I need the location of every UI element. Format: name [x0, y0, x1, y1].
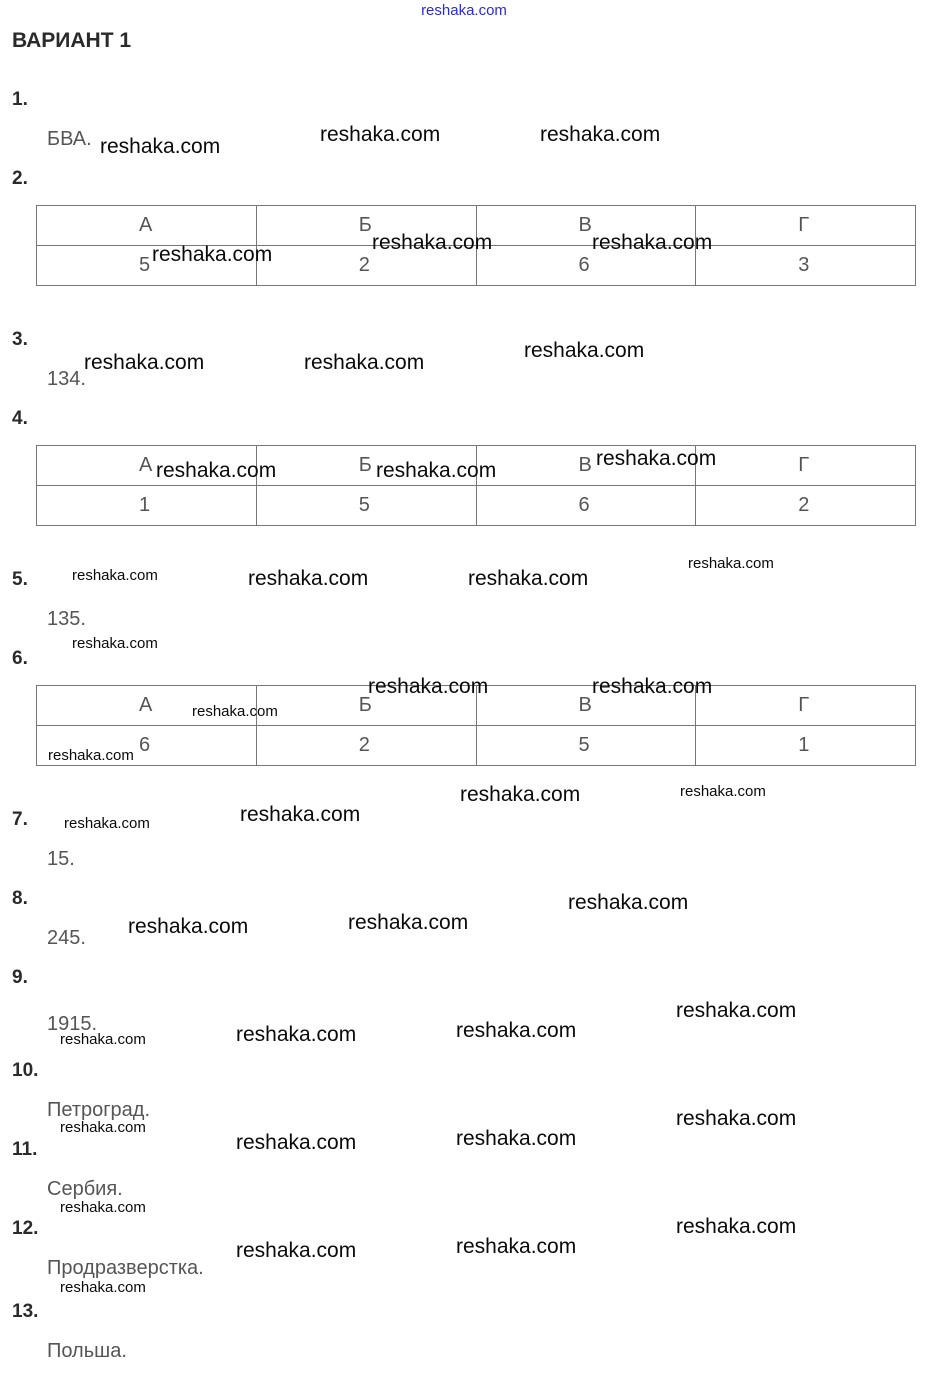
table-value-cell: 5 — [578, 734, 590, 756]
question-number: 7. — [12, 809, 28, 830]
watermark-text: reshaka.com — [592, 675, 713, 698]
table-header-cell: Б — [358, 694, 372, 716]
watermark-text: reshaka.com — [236, 1131, 357, 1154]
question-number: 3. — [12, 329, 28, 350]
watermark-text: reshaka.com — [60, 1279, 146, 1296]
answer-text: 135. — [47, 608, 86, 630]
table-value-cell: 1 — [139, 494, 151, 516]
answer-text: Петроград. — [47, 1099, 151, 1121]
table-header-cell: А — [139, 454, 153, 476]
table-value-cell: 6 — [578, 254, 590, 276]
watermark-text: reshaka.com — [60, 1199, 146, 1216]
question-number: 2. — [12, 168, 28, 189]
watermark-text: reshaka.com — [240, 803, 361, 826]
answer-text: БВА. — [47, 128, 92, 150]
watermark-text: reshaka.com — [460, 783, 581, 806]
answer-text: 1915. — [47, 1013, 98, 1035]
watermark-text: reshaka.com — [456, 1127, 577, 1150]
watermark-text: reshaka.com — [320, 123, 441, 146]
watermark-text: reshaka.com — [64, 815, 150, 832]
answer-text: 134. — [47, 368, 86, 390]
variant-title: ВАРИАНТ 1 — [12, 29, 132, 52]
watermark-text: reshaka.com — [236, 1023, 357, 1046]
table-header-cell: Б — [358, 454, 372, 476]
watermark-text: reshaka.com — [368, 675, 489, 698]
watermark-text: reshaka.com — [192, 703, 278, 720]
table-header-cell: Б — [358, 214, 372, 236]
watermark-text: reshaka.com — [540, 123, 661, 146]
table-header-cell: Г — [798, 454, 810, 476]
question-number: 4. — [12, 408, 28, 429]
site-link[interactable]: reshaka.com — [421, 2, 507, 19]
watermark-text: reshaka.com — [72, 567, 158, 584]
watermark-text: reshaka.com — [372, 231, 493, 254]
watermark-text: reshaka.com — [676, 1215, 797, 1238]
table-value-cell: 6 — [578, 494, 590, 516]
answer-text: 245. — [47, 927, 86, 949]
question-number: 1. — [12, 89, 28, 110]
table-value-row — [37, 726, 916, 766]
watermark-text: reshaka.com — [60, 1119, 146, 1136]
watermark-text: reshaka.com — [456, 1235, 577, 1258]
table-value-cell: 1 — [798, 734, 810, 756]
watermark-text: reshaka.com — [376, 459, 497, 482]
table-value-cell: 2 — [358, 734, 370, 756]
table-header-cell: Г — [798, 694, 810, 716]
watermark-text: reshaka.com — [676, 1107, 797, 1130]
answer-text: Сербия. — [47, 1178, 123, 1200]
question-number: 8. — [12, 888, 28, 909]
table-value-cell: 2 — [358, 254, 370, 276]
table-value-cell: 3 — [798, 254, 810, 276]
question-number: 9. — [12, 967, 28, 988]
watermark-text: reshaka.com — [524, 339, 645, 362]
table-header-cell: А — [139, 694, 153, 716]
table-header-cell: В — [578, 214, 592, 236]
table-value-row — [37, 486, 916, 526]
watermark-text: reshaka.com — [468, 567, 589, 590]
table-value-cell: 2 — [798, 494, 810, 516]
table-header-cell: В — [578, 454, 592, 476]
watermark-text: reshaka.com — [304, 351, 425, 374]
watermark-text: reshaka.com — [676, 999, 797, 1022]
answer-text: Продразверстка. — [47, 1257, 204, 1279]
watermark-text: reshaka.com — [100, 135, 221, 158]
watermark-text: reshaka.com — [688, 555, 774, 572]
table-header-cell: Г — [798, 214, 810, 236]
watermark-text: reshaka.com — [84, 351, 205, 374]
question-number: 13. — [12, 1301, 39, 1322]
answer-table-q4 — [36, 445, 916, 526]
watermark-text: reshaka.com — [680, 783, 766, 800]
watermark-text: reshaka.com — [128, 915, 249, 938]
question-number: 11. — [12, 1139, 38, 1160]
answer-text: 15. — [47, 848, 75, 870]
watermark-text: reshaka.com — [60, 1031, 146, 1048]
watermark-text: reshaka.com — [456, 1019, 577, 1042]
question-number: 12. — [12, 1218, 39, 1239]
watermark-text: reshaka.com — [152, 243, 273, 266]
table-header-cell: А — [139, 214, 153, 236]
watermark-text: reshaka.com — [592, 231, 713, 254]
table-value-cell: 6 — [139, 734, 151, 756]
watermark-text: reshaka.com — [348, 911, 469, 934]
watermark-text: reshaka.com — [248, 567, 369, 590]
watermark-text: reshaka.com — [236, 1239, 357, 1262]
watermark-text: reshaka.com — [568, 891, 689, 914]
table-value-cell: 5 — [139, 254, 151, 276]
watermark-text: reshaka.com — [72, 635, 158, 652]
table-header-cell: В — [578, 694, 592, 716]
watermark-text: reshaka.com — [156, 459, 277, 482]
answer-text: Польша. — [47, 1340, 127, 1362]
question-number: 5. — [12, 569, 28, 590]
table-value-cell: 5 — [358, 494, 370, 516]
watermark-text: reshaka.com — [48, 747, 134, 764]
question-number: 10. — [12, 1060, 39, 1081]
question-number: 6. — [12, 648, 28, 669]
watermark-text: reshaka.com — [596, 447, 717, 470]
